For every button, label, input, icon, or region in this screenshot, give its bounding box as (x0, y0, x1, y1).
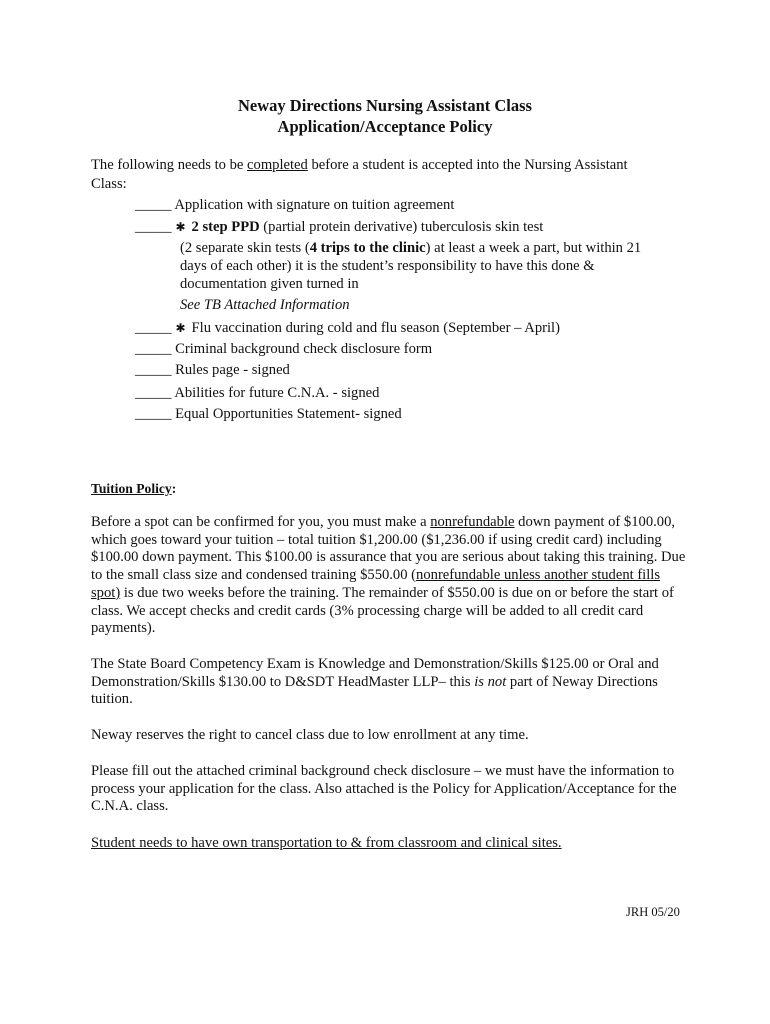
checklist-item-flu (135, 319, 560, 337)
ppd-detail-text: (2 separate skin tests ( (180, 240, 310, 256)
tuition-heading-text: Tuition Policy (91, 481, 172, 496)
ppd-detail-bold: 4 trips to the clinic (309, 240, 426, 256)
intro-line-2: Class: (91, 176, 127, 192)
paragraph-text: The State Board Competency Exam is Knowledge and Demonstration/Skills $125.00 or Oral and Demonstration/Skills $130.00 to D&SDT HeadMaster LLP– this (91, 656, 659, 690)
checkbox-blank[interactable]: _____ (135, 362, 172, 378)
checklist-item-rules (135, 361, 290, 379)
ppd-see-tb-note: See TB Attached Information (180, 297, 350, 313)
paragraph-text: down payment of $100.00, which goes toward your tuition – total tuition $1,200.00 ($1,236.00 if using credit card) including $100.00 down payment. This $100.00 is assurance that you are serious about taking this training. Due to the small class size and condensed training $550.00 ( (91, 514, 686, 584)
intro-underlined-word: completed (247, 157, 308, 173)
checklist-label-bold: 2 step PPD (191, 219, 260, 235)
checklist-item-criminal-background (135, 340, 432, 358)
tuition-paragraph-background-check: Please fill out the attached criminal background check disclosure – we must have the information to process your application for the class. Also attached is the Policy for Application/Acceptance for the C.N.A. class. (91, 763, 677, 815)
tuition-paragraph-cancellation: Neway reserves the right to cancel class due to low enrollment at any time. (91, 727, 529, 743)
checkbox-blank[interactable]: _____ (135, 197, 172, 213)
tuition-paragraph-down-payment (91, 514, 691, 638)
paragraph-text: part of Neway Directions tuition. (91, 673, 658, 708)
checklist-item-equal-opportunities (135, 405, 402, 423)
asterisk-icon: ✱ (175, 321, 186, 335)
document-title: Neway Directions Nursing Assistant Class (238, 96, 532, 115)
tuition-policy-heading (91, 480, 176, 498)
intro-text-continued: before a student is accepted into the Nursing Assistant (307, 157, 628, 173)
checklist-label: Abilities for future C.N.A. - signed (174, 385, 380, 401)
tuition-heading-colon: : (171, 481, 177, 496)
checkbox-blank[interactable]: _____ (135, 385, 172, 401)
intro-text: The following needs to be (91, 157, 248, 173)
checklist-label: Rules page - signed (175, 362, 290, 378)
checkbox-blank[interactable]: _____ (135, 406, 172, 422)
checkbox-blank[interactable]: _____ (135, 320, 172, 336)
checklist-item-ppd (135, 218, 543, 236)
checklist-item-abilities (135, 384, 379, 402)
paragraph-underlined: nonrefundable unless another student fills spot) (91, 567, 661, 601)
checklist-label: Flu vaccination during cold and flu season (September – April) (191, 320, 560, 336)
checklist-item-application (135, 196, 454, 214)
paragraph-underlined: nonrefundable (430, 514, 515, 530)
checkbox-blank[interactable]: _____ (135, 219, 172, 235)
paragraph-text: Before a spot can be confirmed for you, you must make a (91, 514, 431, 530)
checklist-label: Criminal background check disclosure form (175, 341, 433, 357)
checklist-label: (partial protein derivative) tuberculosis skin test (259, 219, 544, 235)
checklist-label: Application with signature on tuition agreement (174, 197, 455, 213)
paragraph-italic: is not (474, 673, 507, 690)
ppd-detail-line-2: days of each other) it is the student’s responsibility to have this done & (180, 258, 595, 274)
document-subtitle: Application/Acceptance Policy (277, 117, 493, 136)
paragraph-text: is due two weeks before the training. The remainder of $550.00 is due on or before the start of class. We accept checks and credit cards (3% processing charge will be added to all credit card payments). (91, 584, 674, 637)
tuition-paragraph-exam (91, 656, 691, 709)
asterisk-icon: ✱ (175, 220, 186, 234)
tuition-paragraph-transportation: Student needs to have own transportation to & from classroom and clinical sites. (91, 835, 562, 851)
intro-line-1 (91, 156, 628, 174)
checklist-label: Equal Opportunities Statement- signed (175, 406, 402, 422)
ppd-detail-text-continued: ) at least a week a part, but within 21 (425, 240, 642, 256)
checkbox-blank[interactable]: _____ (135, 341, 172, 357)
ppd-detail-line-3: documentation given turned in (180, 276, 359, 292)
ppd-detail-line-1 (180, 239, 641, 257)
footer-initials-date: JRH 05/20 (626, 905, 680, 919)
